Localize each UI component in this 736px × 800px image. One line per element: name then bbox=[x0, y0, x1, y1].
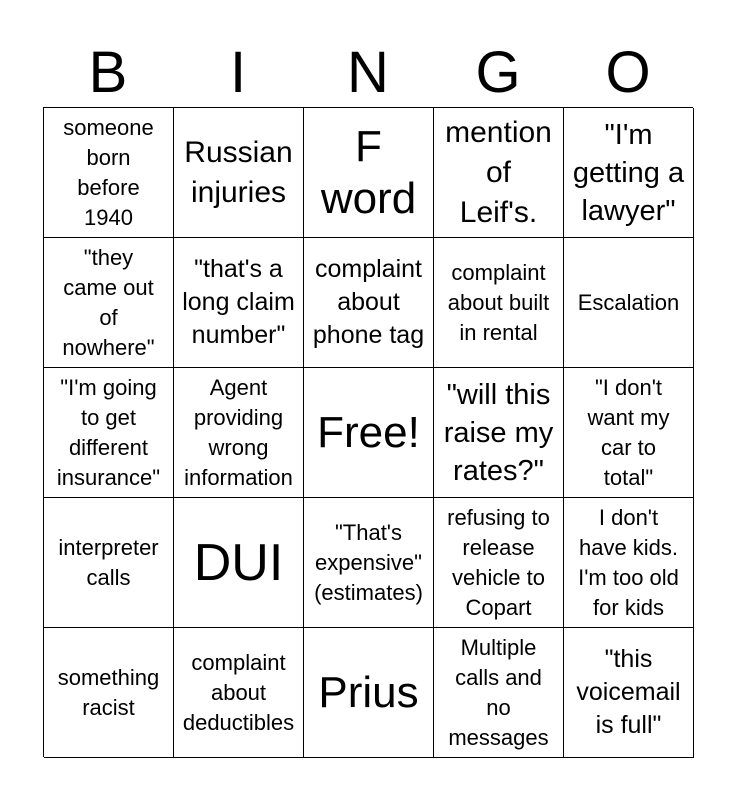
bingo-cell[interactable] bbox=[44, 628, 174, 758]
bingo-cell[interactable] bbox=[304, 108, 434, 238]
bingo-cell[interactable] bbox=[434, 498, 564, 628]
bingo-cell[interactable] bbox=[564, 498, 694, 628]
bingo-cell[interactable] bbox=[434, 238, 564, 368]
cell-text: Escalation bbox=[577, 289, 680, 315]
cell-text: complaint about phone tag bbox=[312, 255, 425, 349]
cell-text: Prius bbox=[318, 667, 419, 717]
bingo-card-grid bbox=[43, 107, 693, 757]
bingo-cell[interactable] bbox=[434, 108, 564, 238]
cell-text: refusing to release vehicle to Copart bbox=[447, 504, 550, 620]
bingo-cell[interactable] bbox=[564, 628, 694, 758]
cell-text: Agent providing wrong information bbox=[184, 374, 293, 490]
header-letter-g: G bbox=[475, 40, 521, 105]
bingo-cell[interactable] bbox=[304, 238, 434, 368]
cell-text: "will this raise my rates?" bbox=[443, 378, 554, 487]
cell-text: I don't have kids. I'm too old for kids bbox=[578, 504, 679, 620]
cell-text: "that's a long claim number" bbox=[182, 255, 295, 349]
header-letter-b: B bbox=[88, 40, 128, 105]
free-space-cell[interactable] bbox=[304, 368, 434, 498]
cell-text: "I'm getting a lawyer" bbox=[572, 118, 685, 227]
free-space-text: Free! bbox=[317, 407, 420, 457]
bingo-cell[interactable] bbox=[564, 238, 694, 368]
header-letter-o: O bbox=[605, 40, 651, 105]
bingo-header bbox=[43, 38, 693, 108]
cell-text: "they came out of nowhere" bbox=[62, 244, 155, 360]
bingo-cell[interactable] bbox=[304, 498, 434, 628]
cell-text: F word bbox=[320, 121, 417, 223]
cell-text: "this voicemail is full" bbox=[576, 645, 681, 739]
bingo-cell[interactable] bbox=[434, 368, 564, 498]
bingo-cell[interactable] bbox=[434, 628, 564, 758]
bingo-cell[interactable] bbox=[304, 628, 434, 758]
cell-text: Multiple calls and no messages bbox=[448, 634, 549, 750]
bingo-cell[interactable] bbox=[174, 368, 304, 498]
bingo-cell[interactable] bbox=[44, 108, 174, 238]
bingo-cell[interactable] bbox=[174, 108, 304, 238]
bingo-cell[interactable] bbox=[44, 498, 174, 628]
cell-text: complaint about deductibles bbox=[182, 649, 295, 735]
header-letter-i: I bbox=[229, 40, 247, 105]
bingo-cell[interactable] bbox=[564, 368, 694, 498]
cell-text: complaint about built in rental bbox=[447, 259, 550, 345]
bingo-cell[interactable] bbox=[174, 628, 304, 758]
bingo-cell[interactable] bbox=[174, 498, 304, 628]
cell-text: mention of Leif's. bbox=[445, 115, 552, 229]
bingo-cell[interactable] bbox=[174, 238, 304, 368]
cell-text: "That's expensive" (estimates) bbox=[314, 519, 423, 605]
cell-text: something racist bbox=[57, 664, 160, 720]
cell-text: someone born before 1940 bbox=[63, 114, 154, 230]
cell-text: "I don't want my car to total" bbox=[587, 374, 670, 490]
bingo-cell[interactable] bbox=[564, 108, 694, 238]
cell-text: DUI bbox=[193, 533, 284, 592]
cell-text: "I'm going to get different insurance" bbox=[56, 374, 161, 490]
header-letter-n: N bbox=[347, 40, 389, 105]
bingo-cell[interactable] bbox=[44, 238, 174, 368]
cell-text: interpreter calls bbox=[58, 534, 159, 590]
cell-text: Russian injuries bbox=[184, 135, 293, 209]
bingo-cell[interactable] bbox=[44, 368, 174, 498]
